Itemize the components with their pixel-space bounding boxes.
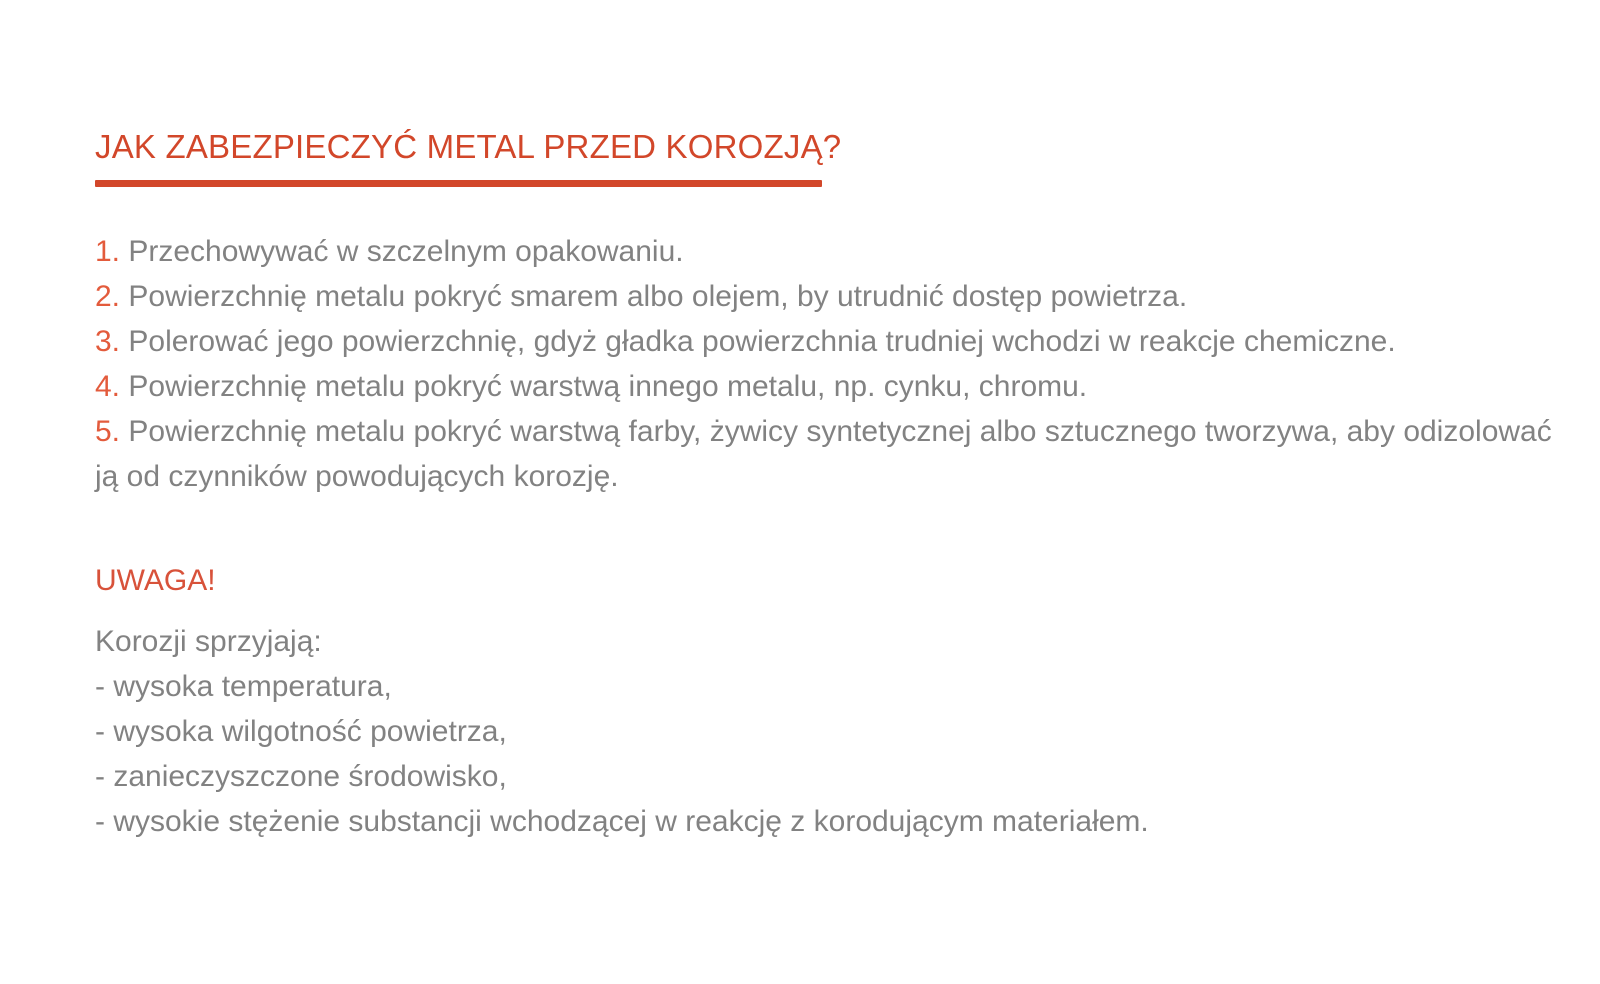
- list-item: - wysoka wilgotność powietrza,: [95, 714, 507, 748]
- list-item: - wysoka temperatura,: [95, 669, 392, 703]
- list-item-text: Powierzchnię metalu pokryć warstwą innego metalu, np. cynku, chromu.: [128, 369, 1088, 403]
- protection-steps-list: [95, 229, 1560, 499]
- list-item-text: Powierzchnię metalu pokryć warstwą farby, żywicy syntetycznej albo sztucznego tworzywa, aby odizolować ją od czynników powodujących korozję.: [95, 414, 1552, 493]
- corrosion-factors-list: [95, 664, 1560, 844]
- list-item: - zanieczyszczone środowisko,: [95, 759, 507, 793]
- list-item: - wysokie stężenie substancji wchodzącej w reakcję z korodującym materiałem.: [95, 804, 1149, 838]
- notice-heading: UWAGA!: [95, 563, 216, 597]
- title-block: [95, 128, 1560, 187]
- list-item-number: 3.: [95, 324, 121, 358]
- notice-intro-text: Korozji sprzyjają:: [95, 624, 322, 658]
- list-item-number: 5.: [95, 414, 121, 448]
- list-item-text: Powierzchnię metalu pokryć smarem albo olejem, by utrudnić dostęp powietrza.: [128, 279, 1188, 313]
- list-item: [95, 229, 1560, 274]
- list-item-number: 2.: [95, 279, 121, 313]
- list-item-text: Polerować jego powierzchnię, gdyż gładka powierzchnia trudniej wchodzi w reakcje chemiczne.: [128, 324, 1396, 358]
- list-item-text: Przechowywać w szczelnym opakowaniu.: [128, 234, 684, 268]
- list-item: [95, 364, 1560, 409]
- list-item: [95, 409, 1560, 499]
- list-item: [95, 274, 1560, 319]
- list-item-number: 4.: [95, 369, 121, 403]
- list-item-number: 1.: [95, 234, 121, 268]
- page-title: JAK ZABEZPIECZYĆ METAL PRZED KOROZJĄ?: [95, 128, 842, 165]
- list-item: [95, 319, 1560, 364]
- title-underline-rule: [95, 180, 822, 187]
- slide-content: [95, 128, 1560, 844]
